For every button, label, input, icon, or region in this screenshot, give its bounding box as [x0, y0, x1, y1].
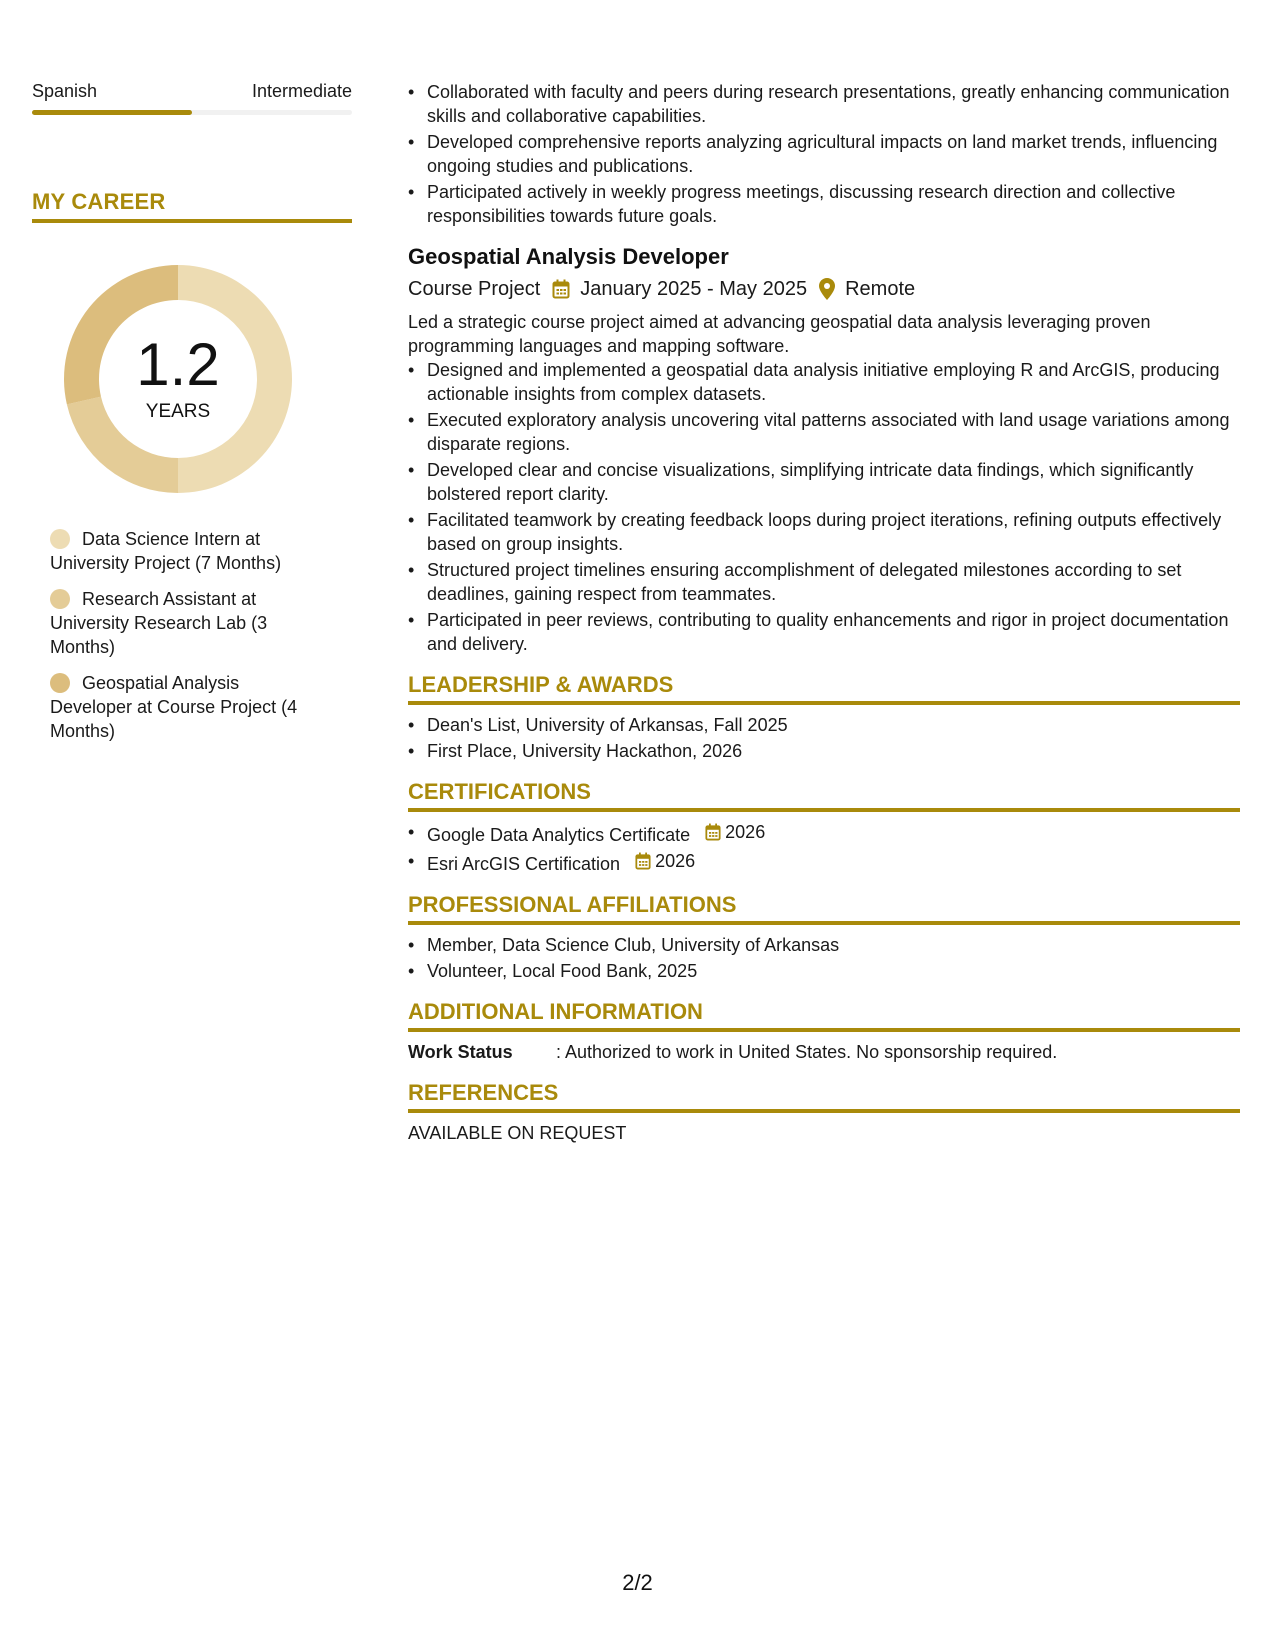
job-location: Remote: [845, 278, 916, 300]
calendar-icon: [635, 852, 651, 870]
calendar-icon: [552, 279, 570, 299]
left-column: [32, 80, 352, 755]
certifications-list: [408, 820, 1240, 876]
references-text: AVAILABLE ON REQUEST: [408, 1123, 627, 1143]
leadership-list: [408, 713, 1240, 763]
work-status-value: : Authorized to work in United States. No sponsorship required.: [556, 1042, 1058, 1062]
list-item: • Developed comprehensive reports analyzing agricultural impacts on land market trends, influencing ongoing studies and publications.: [427, 130, 1240, 178]
right-column: [408, 80, 1240, 1145]
list-item: [427, 849, 1240, 876]
legend-item: [50, 527, 320, 575]
list-item: • Member, Data Science Club, University of Arkansas: [427, 933, 1240, 957]
job-title: Geospatial Analysis Developer: [408, 244, 729, 269]
job-dates: January 2025 - May 2025: [580, 278, 808, 300]
job-meta: [408, 276, 1240, 302]
legend-label: Geospatial Analysis Developer at Course Project (4 Months): [50, 673, 298, 741]
language-row: [32, 80, 352, 102]
list-item: [427, 820, 1240, 847]
affiliations-section-title: PROFESSIONAL AFFILIATIONS: [408, 892, 1240, 925]
calendar-icon: [705, 823, 721, 841]
certification-name: Esri ArcGIS Certification: [427, 854, 621, 874]
career-total-unit: YEARS: [145, 401, 211, 422]
page-number: 2/2: [622, 1570, 653, 1595]
certification-name: Google Data Analytics Certificate: [427, 825, 691, 845]
list-item: • Dean's List, University of Arkansas, Fall 2025: [427, 713, 1240, 737]
career-donut-chart: [64, 265, 292, 493]
additional-section-title: ADDITIONAL INFORMATION: [408, 999, 1240, 1032]
certifications-section-title: CERTIFICATIONS: [408, 779, 1240, 812]
language-level: Intermediate: [251, 81, 352, 101]
career-section-title: MY CAREER: [32, 189, 352, 223]
legend-item: [50, 671, 320, 743]
list-item: • Volunteer, Local Food Bank, 2025: [427, 959, 1240, 983]
location-pin-icon: [819, 278, 835, 300]
list-item: • Participated in peer reviews, contributing to quality enhancements and rigor in project documentation and delivery.: [427, 608, 1240, 656]
job-organization: Course Project: [408, 278, 541, 300]
legend-swatch: [50, 589, 70, 609]
certification-year: 2026: [655, 851, 696, 871]
career-total-years: 1.2: [136, 331, 220, 398]
language-proficiency-bar: [32, 110, 352, 115]
language-name: Spanish: [32, 81, 98, 101]
career-legend: [50, 527, 320, 743]
leadership-section-title: LEADERSHIP & AWARDS: [408, 672, 1240, 705]
references-section-title: REFERENCES: [408, 1080, 1240, 1113]
list-item: • Executed exploratory analysis uncovering vital patterns associated with land usage variations among disparate regions.: [427, 408, 1240, 456]
certification-year: 2026: [725, 822, 766, 842]
work-status-row: [408, 1040, 1240, 1064]
list-item: • Collaborated with faculty and peers during research presentations, greatly enhancing communication skills and collaborative capabilities.: [427, 80, 1240, 128]
job-bullets: [408, 358, 1240, 656]
affiliations-list: [408, 933, 1240, 983]
list-item: • Participated actively in weekly progress meetings, discussing research direction and collective responsibilities towards future goals.: [427, 180, 1240, 228]
legend-label: Data Science Intern at University Project (7 Months): [50, 529, 282, 573]
legend-swatch: [50, 673, 70, 693]
previous-role-bullets: [408, 80, 1240, 228]
list-item: • Developed clear and concise visualizations, simplifying intricate data findings, which significantly bolstered report clarity.: [427, 458, 1240, 506]
legend-label: Research Assistant at University Research Lab (3 Months): [50, 589, 268, 657]
list-item: • Designed and implemented a geospatial data analysis initiative employing R and ArcGIS, producing actionable insights from complex datasets.: [427, 358, 1240, 406]
list-item: • First Place, University Hackathon, 2026: [427, 739, 1240, 763]
language-proficiency-fill: [32, 110, 192, 115]
list-item: • Structured project timelines ensuring accomplishment of delegated milestones according to set deadlines, gaining respect from teammates.: [427, 558, 1240, 606]
legend-item: [50, 587, 320, 659]
job-description: Led a strategic course project aimed at advancing geospatial data analysis leveraging proven programming languages and mapping software.: [408, 312, 1151, 356]
list-item: • Facilitated teamwork by creating feedback loops during project iterations, refining outputs effectively based on group insights.: [427, 508, 1240, 556]
legend-swatch: [50, 529, 70, 549]
work-status-key: Work Status: [408, 1042, 513, 1062]
